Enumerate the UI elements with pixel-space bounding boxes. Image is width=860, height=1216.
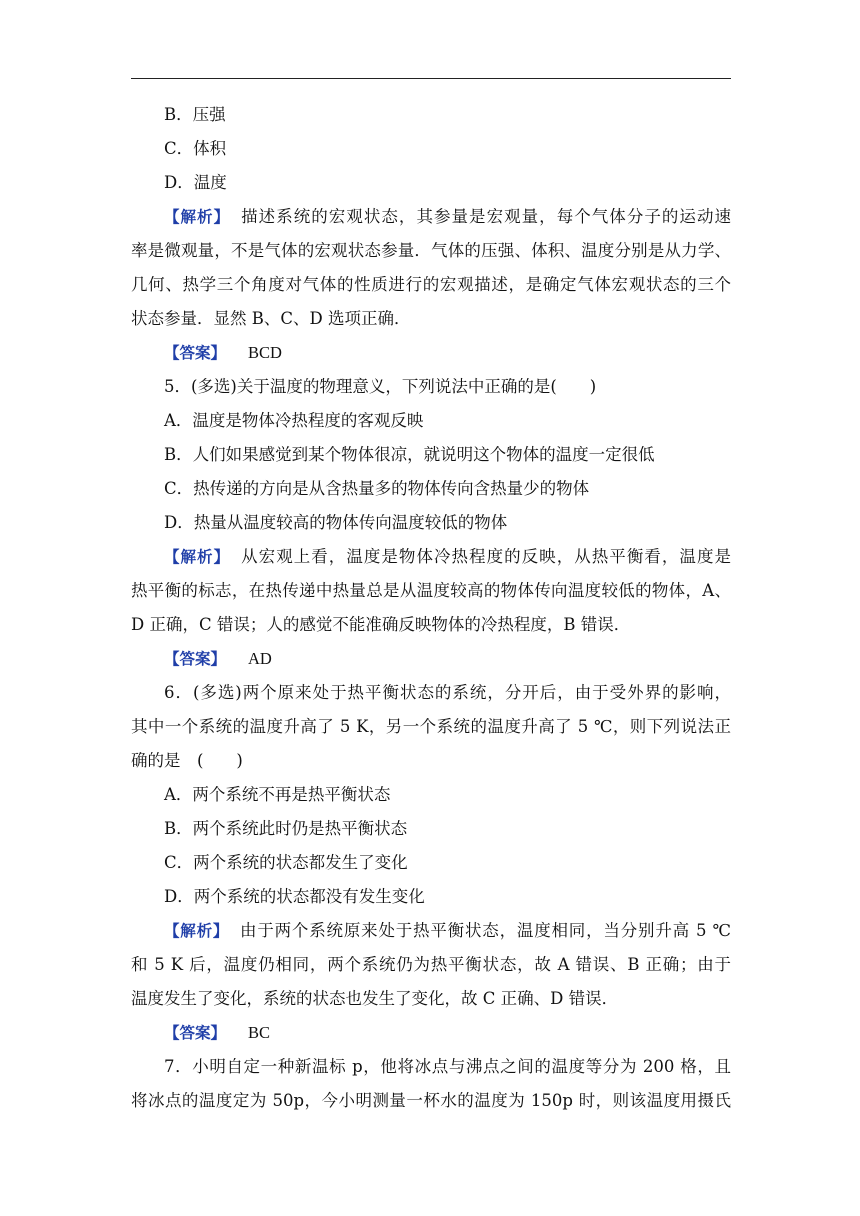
analysis-text: 从宏观上看，温度是物体冷热程度的反映，从热平衡看，温度是 <box>240 547 731 566</box>
answer-tag: 【答案】 <box>164 1024 227 1042</box>
q5-option-d: D．热量从温度较高的物体传向温度较低的物体 <box>164 513 508 532</box>
q6-answer <box>131 1016 731 1050</box>
q6-analysis-line-3: 温度发生了变化，系统的状态也发生了变化，故 C 正确、D 错误． <box>131 989 619 1008</box>
q6-option-b: B．两个系统此时仍是热平衡状态 <box>164 819 408 838</box>
q4-option-b: B．压强 <box>164 105 226 124</box>
answer-value: BC <box>248 1023 271 1042</box>
answer-tag: 【答案】 <box>164 650 227 668</box>
analysis-tag: 【解析】 <box>164 208 231 226</box>
q4-option-c: C．体积 <box>164 139 227 158</box>
analysis-text: 描述系统的宏观状态，其参量是宏观量，每个气体分子的运动速 <box>240 207 731 226</box>
document-body <box>131 98 731 1118</box>
q6-stem-line-3: 确的是 ( ) <box>131 751 243 770</box>
q6-option-a: A．两个系统不再是热平衡状态 <box>164 785 391 804</box>
q7-stem-line-2: 将冰点的温度定为 50p，今小明测量一杯水的温度为 150p 时，则该温度用摄氏 <box>131 1091 731 1110</box>
q4-analysis-line-2: 率是微观量，不是气体的宏观状态参量．气体的压强、体积、温度分别是从力学、 <box>131 241 731 260</box>
q5-stem: 5．(多选)关于温度的物理意义，下列说法中正确的是( ) <box>164 377 597 396</box>
analysis-tag: 【解析】 <box>164 548 231 566</box>
header-rule <box>131 78 731 79</box>
q6-option-c: C．两个系统的状态都发生了变化 <box>164 853 408 872</box>
q6-analysis-line-2: 和 5 K 后，温度仍相同，两个系统仍为热平衡状态，故 A 错误、B 正确；由于 <box>131 955 731 974</box>
q4-answer <box>131 336 731 370</box>
q5-analysis-line-1 <box>131 540 731 574</box>
analysis-tag: 【解析】 <box>164 922 230 940</box>
answer-tag: 【答案】 <box>164 344 227 362</box>
q5-option-c: C．热传递的方向是从含热量多的物体传向含热量少的物体 <box>164 479 590 498</box>
q7-stem-line-1: 7．小明自定一种新温标 p，他将冰点与沸点之间的温度等分为 200 格，且 <box>164 1057 731 1076</box>
q5-answer <box>131 642 731 676</box>
q5-analysis-line-2: 热平衡的标志，在热传递中热量总是从温度较高的物体传向温度较低的物体，A、 <box>131 581 731 600</box>
answer-value: BCD <box>248 343 282 362</box>
q4-option-d: D．温度 <box>164 173 227 192</box>
q4-analysis-line-1 <box>131 200 731 234</box>
q5-analysis-line-3: D 正确，C 错误；人的感觉不能准确反映物体的冷热程度，B 错误． <box>131 615 631 634</box>
q6-stem-line-2: 其中一个系统的温度升高了 5 K，另一个系统的温度升高了 5 ℃，则下列说法正 <box>131 717 731 736</box>
q6-option-d: D．两个系统的状态都没有发生变化 <box>164 887 425 906</box>
q5-option-b: B．人们如果感觉到某个物体很凉，就说明这个物体的温度一定很低 <box>164 445 655 464</box>
q5-option-a: A．温度是物体冷热程度的客观反映 <box>164 411 424 430</box>
q4-analysis-line-4: 状态参量．显然 B、C、D 选项正确． <box>131 309 411 328</box>
q4-analysis-line-3: 几何、热学三个角度对气体的性质进行的宏观描述，是确定气体宏观状态的三个 <box>131 275 731 294</box>
q6-analysis-line-1 <box>131 914 731 948</box>
q6-stem-line-1: 6．(多选)两个原来处于热平衡状态的系统，分开后，由于受外界的影响， <box>164 683 731 702</box>
answer-value: AD <box>248 649 272 668</box>
analysis-text: 由于两个系统原来处于热平衡状态，温度相同，当分别升高 5 ℃ <box>239 921 731 940</box>
